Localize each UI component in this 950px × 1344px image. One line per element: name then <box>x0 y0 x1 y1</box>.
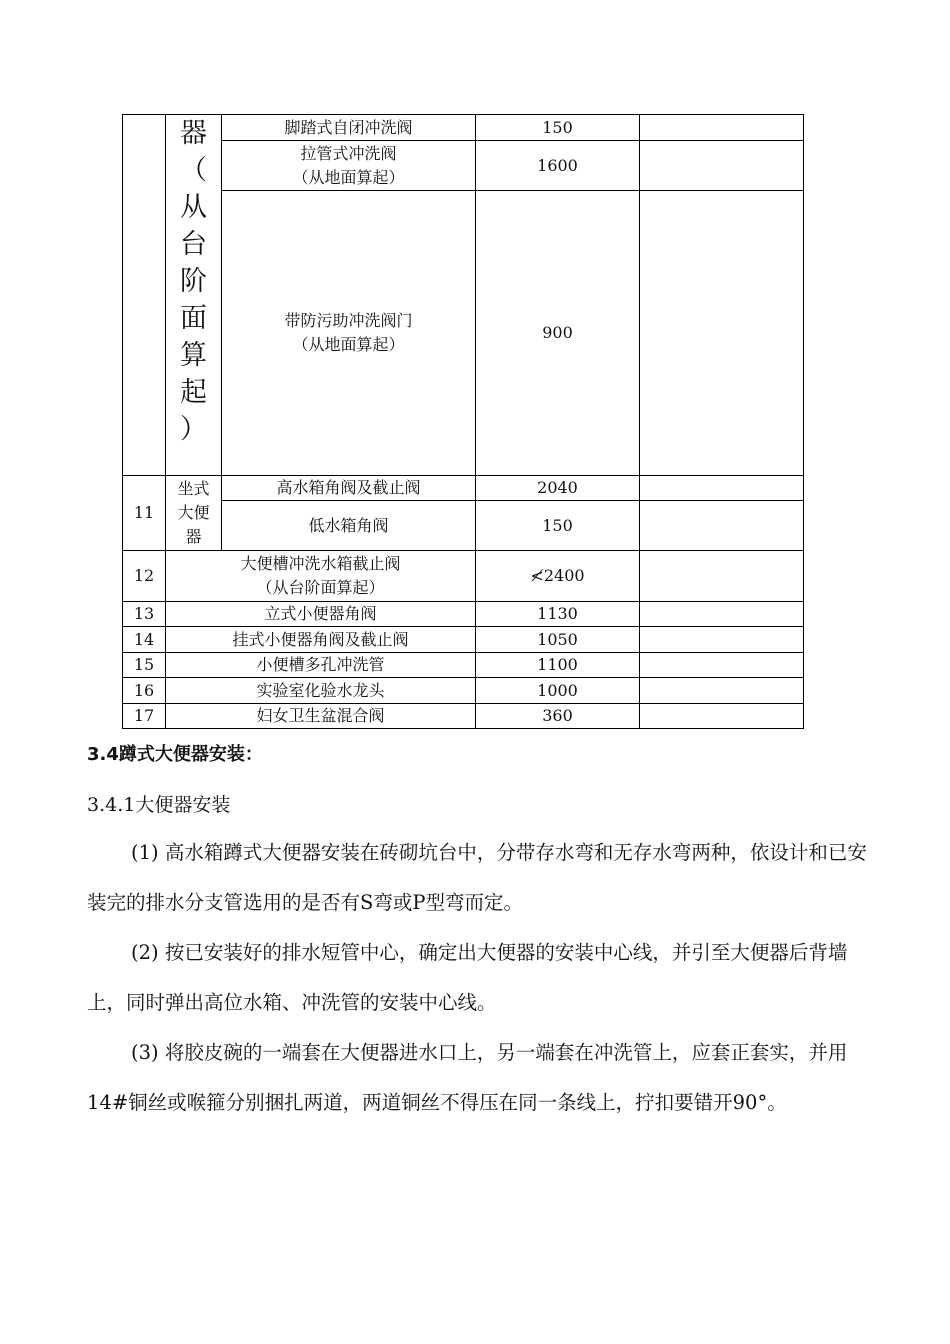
item-line: 带防污助冲洗阀门 <box>284 311 413 330</box>
table-row <box>123 191 804 476</box>
item-note: （从台阶面算起） <box>256 578 385 597</box>
item-cell <box>222 141 476 191</box>
remark-cell <box>640 115 804 141</box>
remark-cell <box>640 501 804 551</box>
paragraph-1: (1) 高水箱蹲式大便器安装在砖砌坑台中，分带存水弯和无存水弯两种，依设计和已安装完的排水分支管选用的是否有S弯或P型弯而定。 <box>87 841 867 914</box>
group-label-char: 台 <box>180 229 207 260</box>
table-row <box>123 141 804 191</box>
item-note: （从地面算起） <box>292 335 405 354</box>
remark-cell <box>640 141 804 191</box>
value-cell: 1130 <box>476 602 640 627</box>
group-label-cell <box>166 476 222 551</box>
group-label-char: 从 <box>180 192 207 223</box>
item-note: （从地面算起） <box>292 167 405 187</box>
value-cell: 1050 <box>476 627 640 653</box>
item-cell <box>222 191 476 476</box>
value-cell: 900 <box>476 191 640 476</box>
value-cell: 150 <box>476 115 640 141</box>
number-cell: 11 <box>123 476 166 551</box>
paragraph-3: (3) 将胶皮碗的一端套在大便器进水口上，另一端套在冲洗管上，应套正套实，并用14#铜丝或喉箍分别捆扎两道，两道铜丝不得压在同一条线上，拧扣要错开90°。 <box>87 1041 848 1114</box>
value-cell: 2040 <box>476 476 640 501</box>
number-cell: 13 <box>123 602 166 627</box>
item-cell: 小便槽多孔冲洗管 <box>166 653 476 678</box>
table-row <box>123 551 804 602</box>
subsection-heading: 3.4.1大便器安装 <box>87 794 231 816</box>
number-cell: 15 <box>123 653 166 678</box>
group-label-char: （ <box>180 155 207 186</box>
number-cell: 16 <box>123 678 166 704</box>
group-label-line: 器 <box>185 527 202 546</box>
number-cell-empty <box>123 115 166 476</box>
group-label-line: 大便 <box>177 503 210 522</box>
number-cell: 12 <box>123 551 166 602</box>
item-cell: 高水箱角阀及截止阀 <box>222 476 476 501</box>
group-label-char: ） <box>180 414 207 445</box>
remark-cell <box>640 602 804 627</box>
table-row <box>123 115 804 141</box>
group-label-char: 器 <box>180 118 207 149</box>
group-label-vertical <box>166 115 221 448</box>
installation-height-table <box>122 114 804 729</box>
item-line: 拉管式冲洗阀 <box>300 143 397 163</box>
table-row <box>123 476 804 501</box>
group-label-char: 起 <box>180 377 207 408</box>
item-cell: 脚踏式自闭冲洗阀 <box>222 115 476 141</box>
value-cell: 1000 <box>476 678 640 704</box>
table-row <box>123 627 804 653</box>
group-label-char: 算 <box>180 340 207 371</box>
value-cell: 1600 <box>476 141 640 191</box>
remark-cell <box>640 653 804 678</box>
value-cell: 1100 <box>476 653 640 678</box>
item-cell: 妇女卫生盆混合阀 <box>166 704 476 729</box>
number-cell: 17 <box>123 704 166 729</box>
table-row <box>123 602 804 627</box>
group-label-cell <box>166 115 222 476</box>
value-cell: 360 <box>476 704 640 729</box>
remark-cell <box>640 551 804 602</box>
group-label-char: 阶 <box>180 266 207 297</box>
remark-cell <box>640 678 804 704</box>
value-cell: 150 <box>476 501 640 551</box>
remark-cell <box>640 704 804 729</box>
item-cell <box>166 551 476 602</box>
remark-cell <box>640 191 804 476</box>
item-cell: 立式小便器角阀 <box>166 602 476 627</box>
item-cell: 挂式小便器角阀及截止阀 <box>166 627 476 653</box>
item-cell: 实验室化验水龙头 <box>166 678 476 704</box>
paragraph-2: (2) 按已安装好的排水短管中心，确定出大便器的安装中心线，并引至大便器后背墙上，同时弹出高位水箱、冲洗管的安装中心线。 <box>87 941 848 1014</box>
group-label-line: 坐式 <box>177 479 210 498</box>
group-label-char: 面 <box>180 303 207 334</box>
remark-cell <box>640 476 804 501</box>
table-row <box>123 704 804 729</box>
table-row <box>123 678 804 704</box>
table-row <box>123 501 804 551</box>
value-cell: ≮2400 <box>476 551 640 602</box>
item-cell: 低水箱角阀 <box>222 501 476 551</box>
remark-cell <box>640 627 804 653</box>
section-heading: 3.4蹲式大便器安装： <box>87 744 263 765</box>
number-cell: 14 <box>123 627 166 653</box>
item-line: 大便槽冲洗水箱截止阀 <box>240 554 401 573</box>
table-row <box>123 653 804 678</box>
